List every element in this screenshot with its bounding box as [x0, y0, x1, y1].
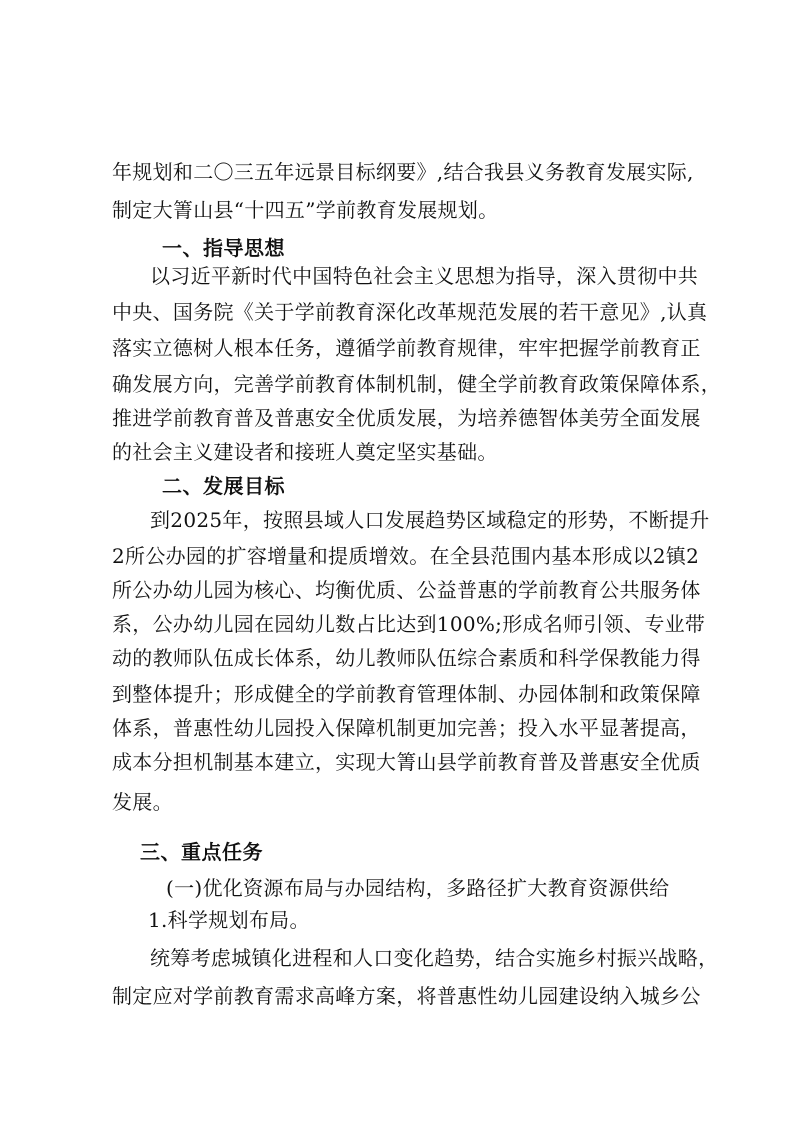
section-3-line-2: 制定应对学前教育需求高峰方案，将普惠性幼儿园建设纳入城乡公	[112, 984, 701, 1008]
section-3-subheading-1: (一)优化资源布局与办园结构，多路径扩大教育资源供给	[166, 876, 670, 900]
section-1-line-4: 确发展方向，完善学前教育体制机制，健全学前教育政策保障体系，	[112, 372, 721, 396]
section-2-line-5: 动的教师队伍成长体系，幼儿教师队伍综合素质和科学保教能力得	[112, 646, 701, 670]
section-2-line-1: 到2025年，按照县域人口发展趋势区域稳定的形势，不断提升	[150, 508, 710, 532]
section-1-line-5: 推进学前教育普及普惠安全优质发展，为培养德智体美劳全面发展	[112, 406, 701, 430]
section-1-line-2: 中央、国务院《关于学前教育深化改革规范发展的若干意见》,认真	[112, 300, 708, 324]
section-3-heading: 三、重点任务	[140, 840, 263, 864]
section-1-line-3: 落实立德树人根本任务，遵循学前教育规律，牢牢把握学前教育正	[112, 336, 701, 360]
section-2-heading: 二、发展目标	[162, 474, 285, 498]
section-3-item-1: 1.科学规划布局。	[148, 908, 310, 932]
section-1-heading: 一、指导思想	[162, 236, 285, 260]
intro-line-1: 年规划和二〇三五年远景目标纲要》,结合我县义务教育发展实际,	[112, 160, 694, 184]
section-2-line-8: 成本分担机制基本建立，实现大箐山县学前教育普及普惠安全优质	[112, 750, 701, 774]
section-1-line-1: 以习近平新时代中国特色社会主义思想为指导，深入贯彻中共	[150, 264, 699, 288]
section-2-line-7: 体系，普惠性幼儿园投入保障机制更加完善；投入水平显著提高，	[112, 716, 701, 740]
section-2-line-9: 发展。	[112, 790, 173, 814]
section-1-line-6: 的社会主义建设者和接班人奠定坚实基础。	[112, 440, 498, 464]
section-2-line-4: 系，公办幼儿园在园幼儿数占比达到100%;形成名师引领、专业带	[112, 612, 706, 636]
intro-line-2: 制定大箐山县“十四五”学前教育发展规划。	[112, 198, 499, 222]
section-3-line-1: 统筹考虑城镇化进程和人口变化趋势，结合实施乡村振兴战略，	[150, 946, 719, 970]
section-2-line-3: 所公办幼儿园为核心、均衡优质、公益普惠的学前教育公共服务体	[112, 578, 701, 602]
section-2-line-2: 2所公办园的扩容增量和提质增效。在全县范围内基本形成以2镇2	[112, 544, 700, 568]
section-2-line-6: 到整体提升；形成健全的学前教育管理体制、办园体制和政策保障	[112, 682, 701, 706]
